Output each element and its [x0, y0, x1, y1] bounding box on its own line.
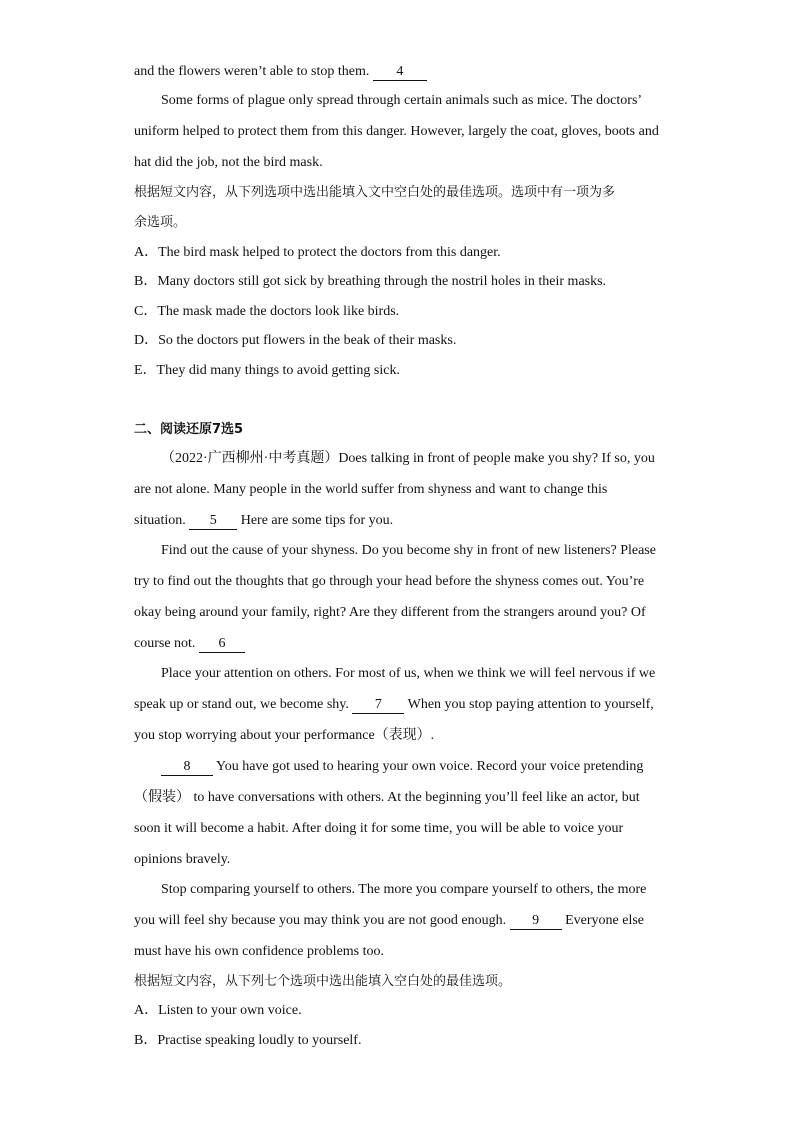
instruction-line: 根据短文内容，从下列七个选项中选出能填入空白处的最佳选项。 [134, 974, 512, 989]
sentence-text: Here are some tips for you. [240, 513, 394, 528]
section-heading: 二、阅读还原7选5 [134, 422, 244, 437]
paragraph-line [134, 511, 674, 531]
blank-4: 4 [373, 64, 427, 81]
paragraph-line: （2022·广西柳州·中考真题）Does talking in front of people make you shy? If so, you [161, 451, 655, 466]
sentence-text: You have got used to hearing your own voice. Record your voice pretending [215, 759, 644, 774]
text-line [134, 62, 674, 82]
paragraph-line: （假装） to have conversations with others. At the beginning you’ll feel like an actor, but [134, 790, 640, 805]
option-a: A．Listen to your own voice. [134, 1003, 302, 1018]
sentence-text: speak up or stand out, we become shy. [134, 697, 349, 712]
sentence-text: course not. [134, 636, 196, 651]
paragraph-line [161, 757, 701, 777]
paragraph-line [134, 634, 674, 654]
option-e: E．They did many things to avoid getting sick. [134, 363, 400, 378]
paragraph-line [134, 911, 674, 931]
sentence-text: When you stop paying attention to yourself, [407, 697, 654, 712]
blank-9: 9 [510, 913, 562, 930]
sentence-text: situation. [134, 513, 186, 528]
paragraph-line: okay being around your family, right? Are they different from the strangers around you? Of [134, 605, 646, 620]
blank-7: 7 [352, 697, 404, 714]
sentence-text: and the flowers weren’t able to stop them. [134, 64, 370, 79]
paragraph-line: try to find out the thoughts that go through your head before the shyness comes out. You’re [134, 574, 645, 589]
blank-5: 5 [189, 513, 237, 530]
sentence-text: Everyone else [565, 913, 645, 928]
instruction-line: 余选项。 [134, 215, 187, 230]
paragraph-line: you stop worrying about your performance（表现）. [134, 728, 435, 743]
option-b: B．Many doctors still got sick by breathing through the nostril holes in their masks. [134, 274, 607, 289]
paragraph-line: hat did the job, not the bird mask. [134, 155, 323, 170]
paragraph-line: Place your attention on others. For most of us, when we think we will feel nervous if we [161, 666, 656, 681]
option-d: D．So the doctors put flowers in the beak of their masks. [134, 333, 457, 348]
paragraph-line: opinions bravely. [134, 852, 231, 867]
paragraph-line: must have his own confidence problems too. [134, 944, 385, 959]
sentence-text: you will feel shy because you may think you are not good enough. [134, 913, 507, 928]
option-b: B．Practise speaking loudly to yourself. [134, 1033, 362, 1048]
paragraph-line: Stop comparing yourself to others. The more you compare yourself to others, the more [161, 882, 647, 897]
paragraph-line: uniform helped to protect them from this danger. However, largely the coat, gloves, boots and [134, 124, 659, 139]
blank-6: 6 [199, 636, 245, 653]
paragraph-line: Some forms of plague only spread through certain animals such as mice. The doctors’ [161, 93, 643, 108]
blank-8: 8 [161, 759, 213, 776]
instruction-line: 根据短文内容，从下列选项中选出能填入文中空白处的最佳选项。选项中有一项为多 [134, 185, 616, 200]
paragraph-line: Find out the cause of your shyness. Do you become shy in front of new listeners? Please [161, 543, 656, 558]
paragraph-line: are not alone. Many people in the world suffer from shyness and want to change this [134, 482, 608, 497]
option-a: A．The bird mask helped to protect the doctors from this danger. [134, 245, 501, 260]
option-c: C．The mask made the doctors look like birds. [134, 304, 400, 319]
paragraph-line: soon it will become a habit. After doing it for some time, you will be able to voice your [134, 821, 624, 836]
paragraph-line [134, 695, 674, 715]
